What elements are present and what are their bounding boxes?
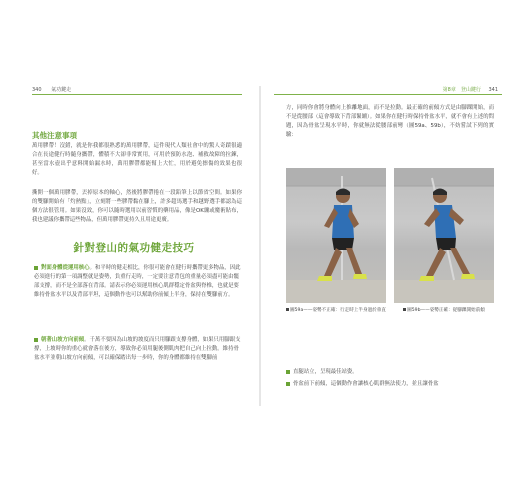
page-header-left — [32, 86, 71, 93]
walker-illustration — [394, 168, 494, 303]
photo-incorrect-posture — [286, 168, 386, 303]
caption-square-icon — [286, 308, 289, 311]
book-gutter — [259, 86, 261, 406]
header-rule — [32, 94, 242, 95]
figure-caption — [394, 308, 494, 314]
bullet-square-icon — [286, 382, 290, 386]
paragraph: 撕開一個萬用膠帶，丟掉原本的軸心，然後將膠帶捲在一段鉛筆上以節省空間。如果你的雙腳開始有「灼熱點」，立刻將一些膠帶黏在腳上，許多超馬選手和越野選手都認為這個方法很管用。如果沒效，你可以隨時選用以前習慣的藥用品，像是OK繃或魔術貼布，我也建議你攜帶這些物品，但萬用膠帶更持久且用途更廣。 — [32, 190, 242, 223]
figure-caption — [286, 308, 386, 314]
bullet-item — [286, 368, 358, 377]
photo-correct-posture — [394, 168, 494, 303]
paragraph: 萬用膠帶！沒錯，就是你我都很熟悉的萬用膠帶，這件現代人類社會中的驚人奇蹟很適合在長途健行時隨身攜帶，體積不大卻非常實用，可用於預防水泡、補救故障的拉鍊，甚至當水壺出乎意料開始漏水時，萬用膠帶都能幫上大忙，用於避免擦傷的效果也很好。 — [32, 143, 242, 176]
section-title: 其他注意事項 — [32, 131, 77, 140]
caption-text: 圖59b——姿勢正確：從腳踝開始前傾 — [407, 308, 485, 313]
bullet-item — [34, 264, 242, 300]
bullet-square-icon — [34, 338, 38, 342]
walker-illustration — [286, 168, 386, 303]
page-number: 341 — [488, 87, 498, 93]
chapter-label: 第8章 登山鍵行 — [442, 87, 481, 93]
bullet-text: 。千萬不要因為山坡的坡度而只用腳跟支撐身體，如果只用腳跟支撐，上坡時你的重心就會落在後方，導致你必須用腿後側肌肉把自己向上拉動。維持骨盆水平並朝山坡方向前傾，可以確保踏出每一步時，你的身體都維持在雙腳前 — [34, 337, 241, 361]
page-number: 340 — [32, 87, 42, 93]
right-page — [264, 86, 508, 406]
bullet-item — [34, 336, 242, 363]
bullet-item — [286, 380, 439, 389]
header-rule — [274, 94, 502, 95]
bullet-lead: 朝著山坡方向前傾 — [41, 337, 85, 343]
paragraph: 方，同時你會將身體向上推離地面，而不是拉動。最正確的前傾方式是由腳踝開始，而不是從腰部（這會導致下背部緊繃）。如果你在健行時保持骨盆水平，就不會有上述的問題，因為骨盆呈現水平時，你就無法從腰部前彎（圖59a、59b），不妨嘗試下列的實驗： — [286, 105, 494, 138]
book-spread — [12, 86, 508, 406]
bullet-text: 直腿站立，呈現最佳站姿。 — [293, 369, 358, 375]
chapter-subheading: 針對登山的氣功健走技巧 — [73, 242, 195, 254]
bullet-text: 骨盆前下前傾，這個動作會讓核心肌群無法使力，並且讓骨盆 — [293, 381, 439, 387]
left-page — [12, 86, 256, 406]
bullet-square-icon — [286, 370, 290, 374]
caption-square-icon — [403, 308, 406, 311]
bullet-lead: 對面身體從運用核心 — [41, 265, 90, 271]
bullet-text: 。和平時的健走相比，你很可能會在健行時攜帶更多物品，因此必須進行的第一項調整就是姿勢，負重行走時，一定要注意背包的重量必須盡可能由髖部支撐，而不是全部落在背部。請表示你必須運用核心肌群穩定骨盆與脊椎，也就是要維持骨盆水平以及背部平坦，這個動作也可以幫助你前傾上半身，保持在雙腳前方。 — [34, 265, 241, 298]
bullet-square-icon — [34, 266, 38, 270]
page-header-right — [443, 86, 498, 93]
running-head: 氣功鍵走 — [51, 87, 72, 93]
caption-text: 圖59a——姿勢不正確：行走時上半身過於垂直 — [290, 308, 386, 313]
